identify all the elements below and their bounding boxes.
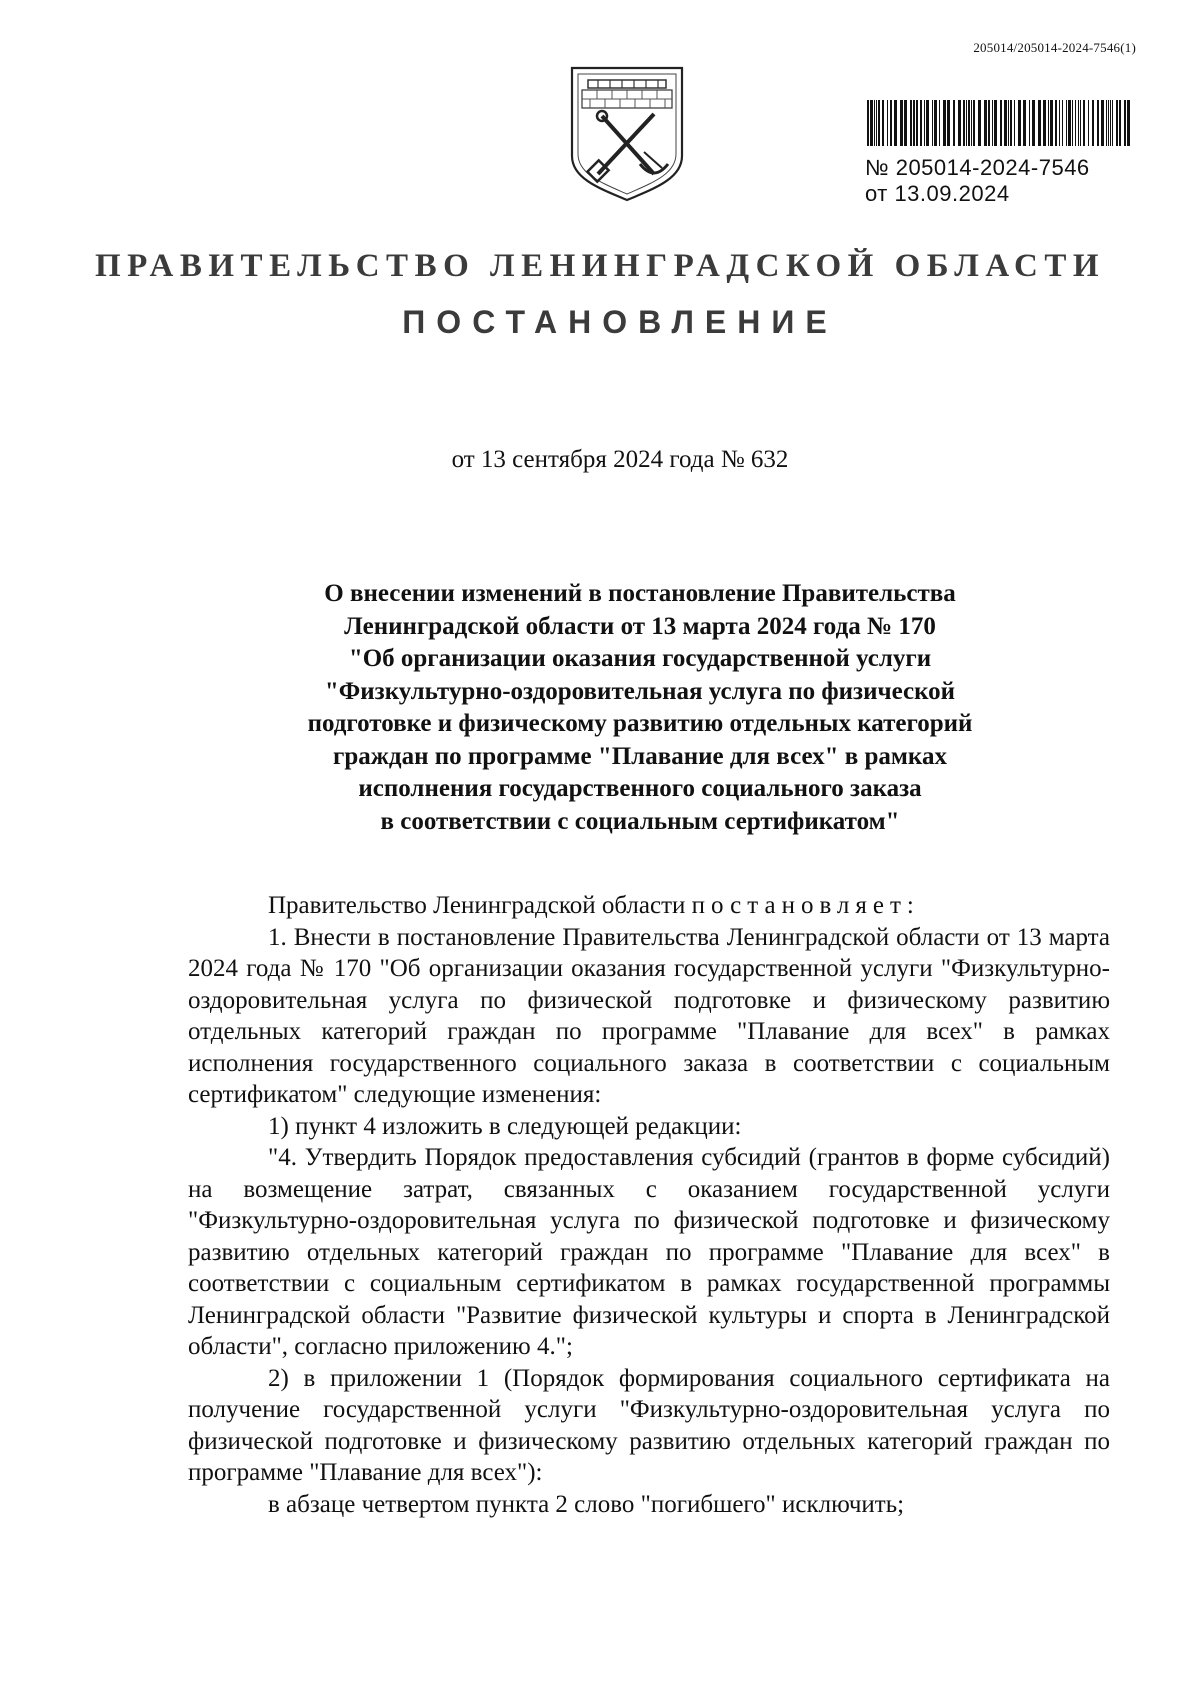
preamble-paragraph [188,890,1110,922]
document-type: ПОСТАНОВЛЕНИЕ [402,304,838,340]
preamble-text: Правительство Ленинградской области [268,892,686,919]
coat-of-arms-emblem [568,64,686,202]
registration-date: от 13.09.2024 [865,181,1010,206]
item-1-paragraph: 1. Внести в постановление Правительства Ленинградской области от 13 марта 2024 года № 170 "Об организации оказания государственной услуги "Физкультурно-оздоровительная услуга по физической подготовке и физическому развитию отдельных категорий граждан по программе "Плавание для всех" в рамках исполнения государственного социального заказа в соответствии с социальным сертификатом" следующие изменения: [188,923,1110,1108]
registration-number: № 205014-2024-7546 [865,155,1090,180]
document-body [188,890,1110,1520]
document-date-number: от 13 сентября 2024 года № 632 [451,446,789,473]
coat-of-arms-icon [568,64,686,202]
registration-block [865,100,1135,207]
heading-line: в соответствии с социальным сертификатом" [380,807,900,835]
barcode-icon [865,100,1133,146]
heading-line: граждан по программе "Плавание для всех" в рамках [333,742,947,770]
subitem-2-paragraph: 2) в приложении 1 (Порядок формирования социального сертификата на получение государственной услуги "Физкультурно-оздоровительная услуга по физической подготовке и физическому развитию отдельных категорий граждан по программе "Плавание для всех"): [188,1364,1110,1486]
preamble-verb: постановляет: [691,892,920,919]
heading-line: "Об организации оказания государственной услуги [348,645,932,672]
heading-line: "Физкультурно-оздоровительная услуга по физической [324,677,956,705]
subitem-1-paragraph: 1) пункт 4 изложить в следующей редакции: [268,1112,742,1140]
heading-line: Ленинградской области от 13 марта 2024 года № 170 [344,612,936,640]
subitem-2a-paragraph: в абзаце четвертом пункта 2 слово "погибшего" исключить; [268,1490,905,1518]
heading-line: подготовке и физическому развитию отдельных категорий [307,710,973,737]
heading-line: исполнения государственного социального заказа [358,775,922,802]
document-heading [200,578,1080,838]
quoted-point-4-paragraph: "4. Утвердить Порядок предоставления субсидий (грантов в форме субсидий) на возмещение затрат, связанных с оказанием государственной услуги "Физкультурно-оздоровительная услуга по физической подготовке и физическому развитию отдельных категорий граждан по программе "Плавание для всех" в соответствии с социальным сертификатом в рамках государственной программы Ленинградской области "Развитие физической культуры и спорта в Ленинградской области", согласно приложению 4."; [188,1144,1110,1360]
heading-line: О внесении изменений в постановление Правительства [324,580,956,607]
government-title: ПРАВИТЕЛЬСТВО ЛЕНИНГРАДСКОЙ ОБЛАСТИ [94,248,1106,284]
document-reference-number: 205014/205014-2024-7546(1) [973,40,1136,55]
